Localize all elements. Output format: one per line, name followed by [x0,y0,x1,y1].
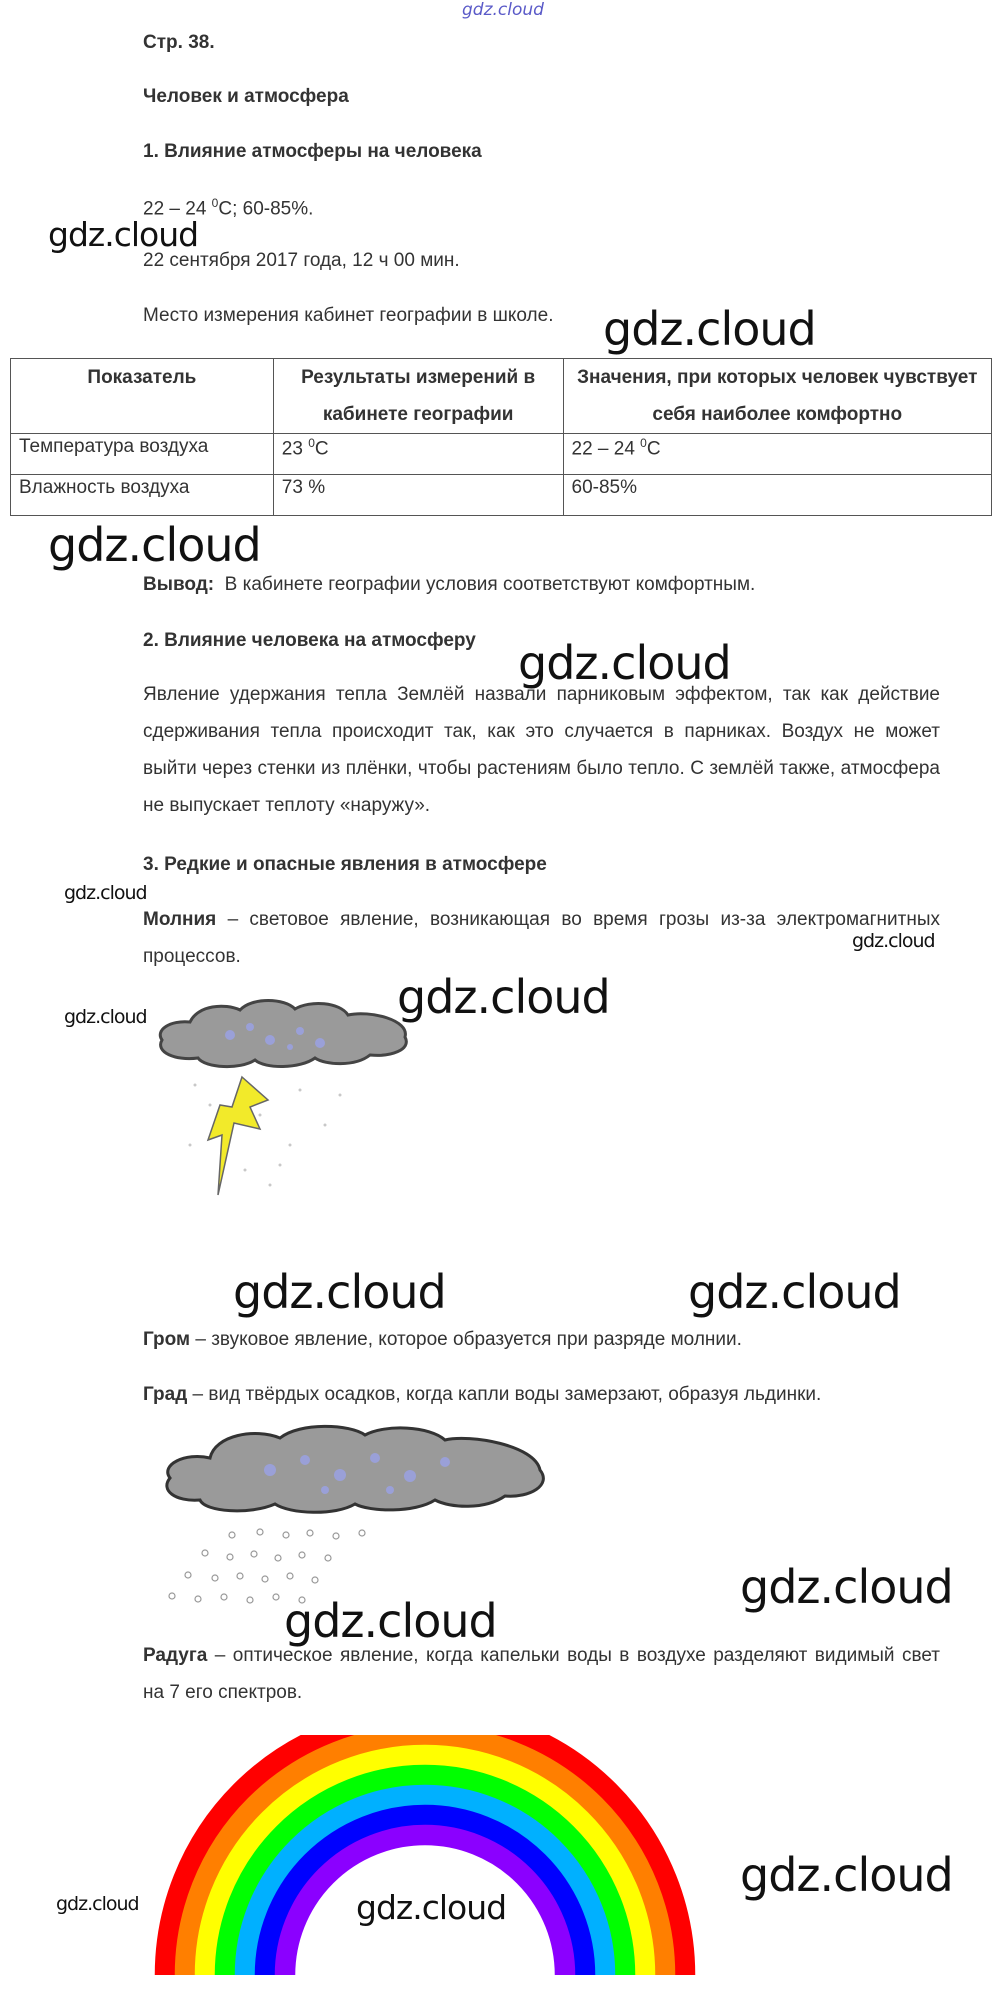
cell-text-end: С [646,438,661,460]
table-row [11,475,992,516]
hailstones [169,1529,365,1603]
table-cell: 60-85% [563,475,992,516]
watermark: gdz.cloud [740,1848,953,1902]
thunder-text: – звуковое явление, которое образуется при разряде молнии. [190,1329,742,1350]
table-cell: Температура воздуха [11,434,274,475]
watermark-top: gdz.cloud [462,0,544,20]
storm-cloud [160,1001,406,1067]
rainbow-term: Радуга [143,1645,208,1666]
thundercloud-illustration [150,995,420,1235]
table-header: Показатель [11,359,274,434]
lightning-term: Молния [143,909,217,930]
page-reference: Стр. 38. [143,32,215,53]
watermark: gdz.cloud [48,518,261,572]
lightning-bolt-icon [208,1077,268,1195]
thunder-definition [143,1321,742,1358]
conclusion [143,566,943,603]
conclusion-text: В кабинете географии условия соответствуют комфортным. [214,574,756,595]
watermark: gdz.cloud [740,1560,953,1614]
table-cell [563,434,992,475]
norm-text: 22 – 24 [143,198,212,220]
watermark: gdz.cloud [397,970,610,1024]
section-2-title: 2. Влияние человека на атмосферу [143,630,476,651]
cell-text-end: С [314,438,329,460]
norm-degree: 0 [211,196,219,210]
measurement-place: Место измерения кабинет географии в школе. [143,305,554,326]
watermark: gdz.cloud [48,215,199,254]
cell-degree: 0 [640,436,647,450]
rainbow-bands [165,1735,685,1975]
lightning-text: – световое явление, возникающая во время грозы из-за электромагнитных процессов. [143,909,940,967]
rainbow-illustration [150,1735,700,1980]
hailcloud-illustration [160,1420,550,1610]
table-header-row [11,359,992,434]
cell-text: 23 [281,438,309,460]
greenhouse-paragraph: Явление удержания тепла Землёй назвали парниковым эффектом, так как действие сдерживания тепла происходит так, как это случается в парниках. Воздух не может выйти через стенки из плёнки, чтобы растениям было тепло. С землёй также, атмосфера не выпускает теплоту «наружу». [143,684,940,816]
table-row [11,434,992,475]
watermark: gdz.cloud [852,930,935,952]
norm-text-end: С; 60-85%. [218,198,314,220]
watermark: gdz.cloud [64,882,147,904]
cell-degree: 0 [308,436,315,450]
lightning-definition [143,901,940,975]
rainbow-definition [143,1637,940,1711]
watermark: gdz.cloud [518,636,731,690]
measurement-table [10,358,992,516]
section-1-title: 1. Влияние атмосферы на человека [143,141,482,162]
hail-cloud [167,1426,544,1512]
thunder-term: Гром [143,1329,191,1350]
watermark: gdz.cloud [688,1265,901,1319]
hail-definition [143,1376,940,1413]
hail-text: – вид твёрдых осадков, когда капли воды замерзают, образуя льдинки. [187,1384,822,1405]
watermark: gdz.cloud [356,1888,507,1927]
section-3-title: 3. Редкие и опасные явления в атмосфере [143,854,547,875]
table-cell: Влажность воздуха [11,475,274,516]
cell-text: 22 – 24 [571,438,641,460]
watermark: gdz.cloud [233,1265,446,1319]
watermark: gdz.cloud [64,1006,147,1028]
measurement-date: 22 сентября 2017 года, 12 ч 00 мин. [143,250,460,271]
hail-term: Град [143,1384,188,1405]
table-cell [273,434,563,475]
watermark: gdz.cloud [56,1893,139,1915]
watermark: gdz.cloud [284,1594,497,1648]
table-cell: 73 % [273,475,563,516]
rainbow-text: – оптическое явление, когда капельки воды в воздухе разделяют видимый свет на 7 его спектров. [143,1645,940,1703]
table-header: Значения, при которых человек чувствует себя наиболее комфортно [563,359,992,434]
table-header: Результаты измерений в кабинете географии [273,359,563,434]
conclusion-label: Вывод: [143,574,215,595]
watermark: gdz.cloud [603,302,816,356]
topic-title: Человек и атмосфера [143,86,349,107]
